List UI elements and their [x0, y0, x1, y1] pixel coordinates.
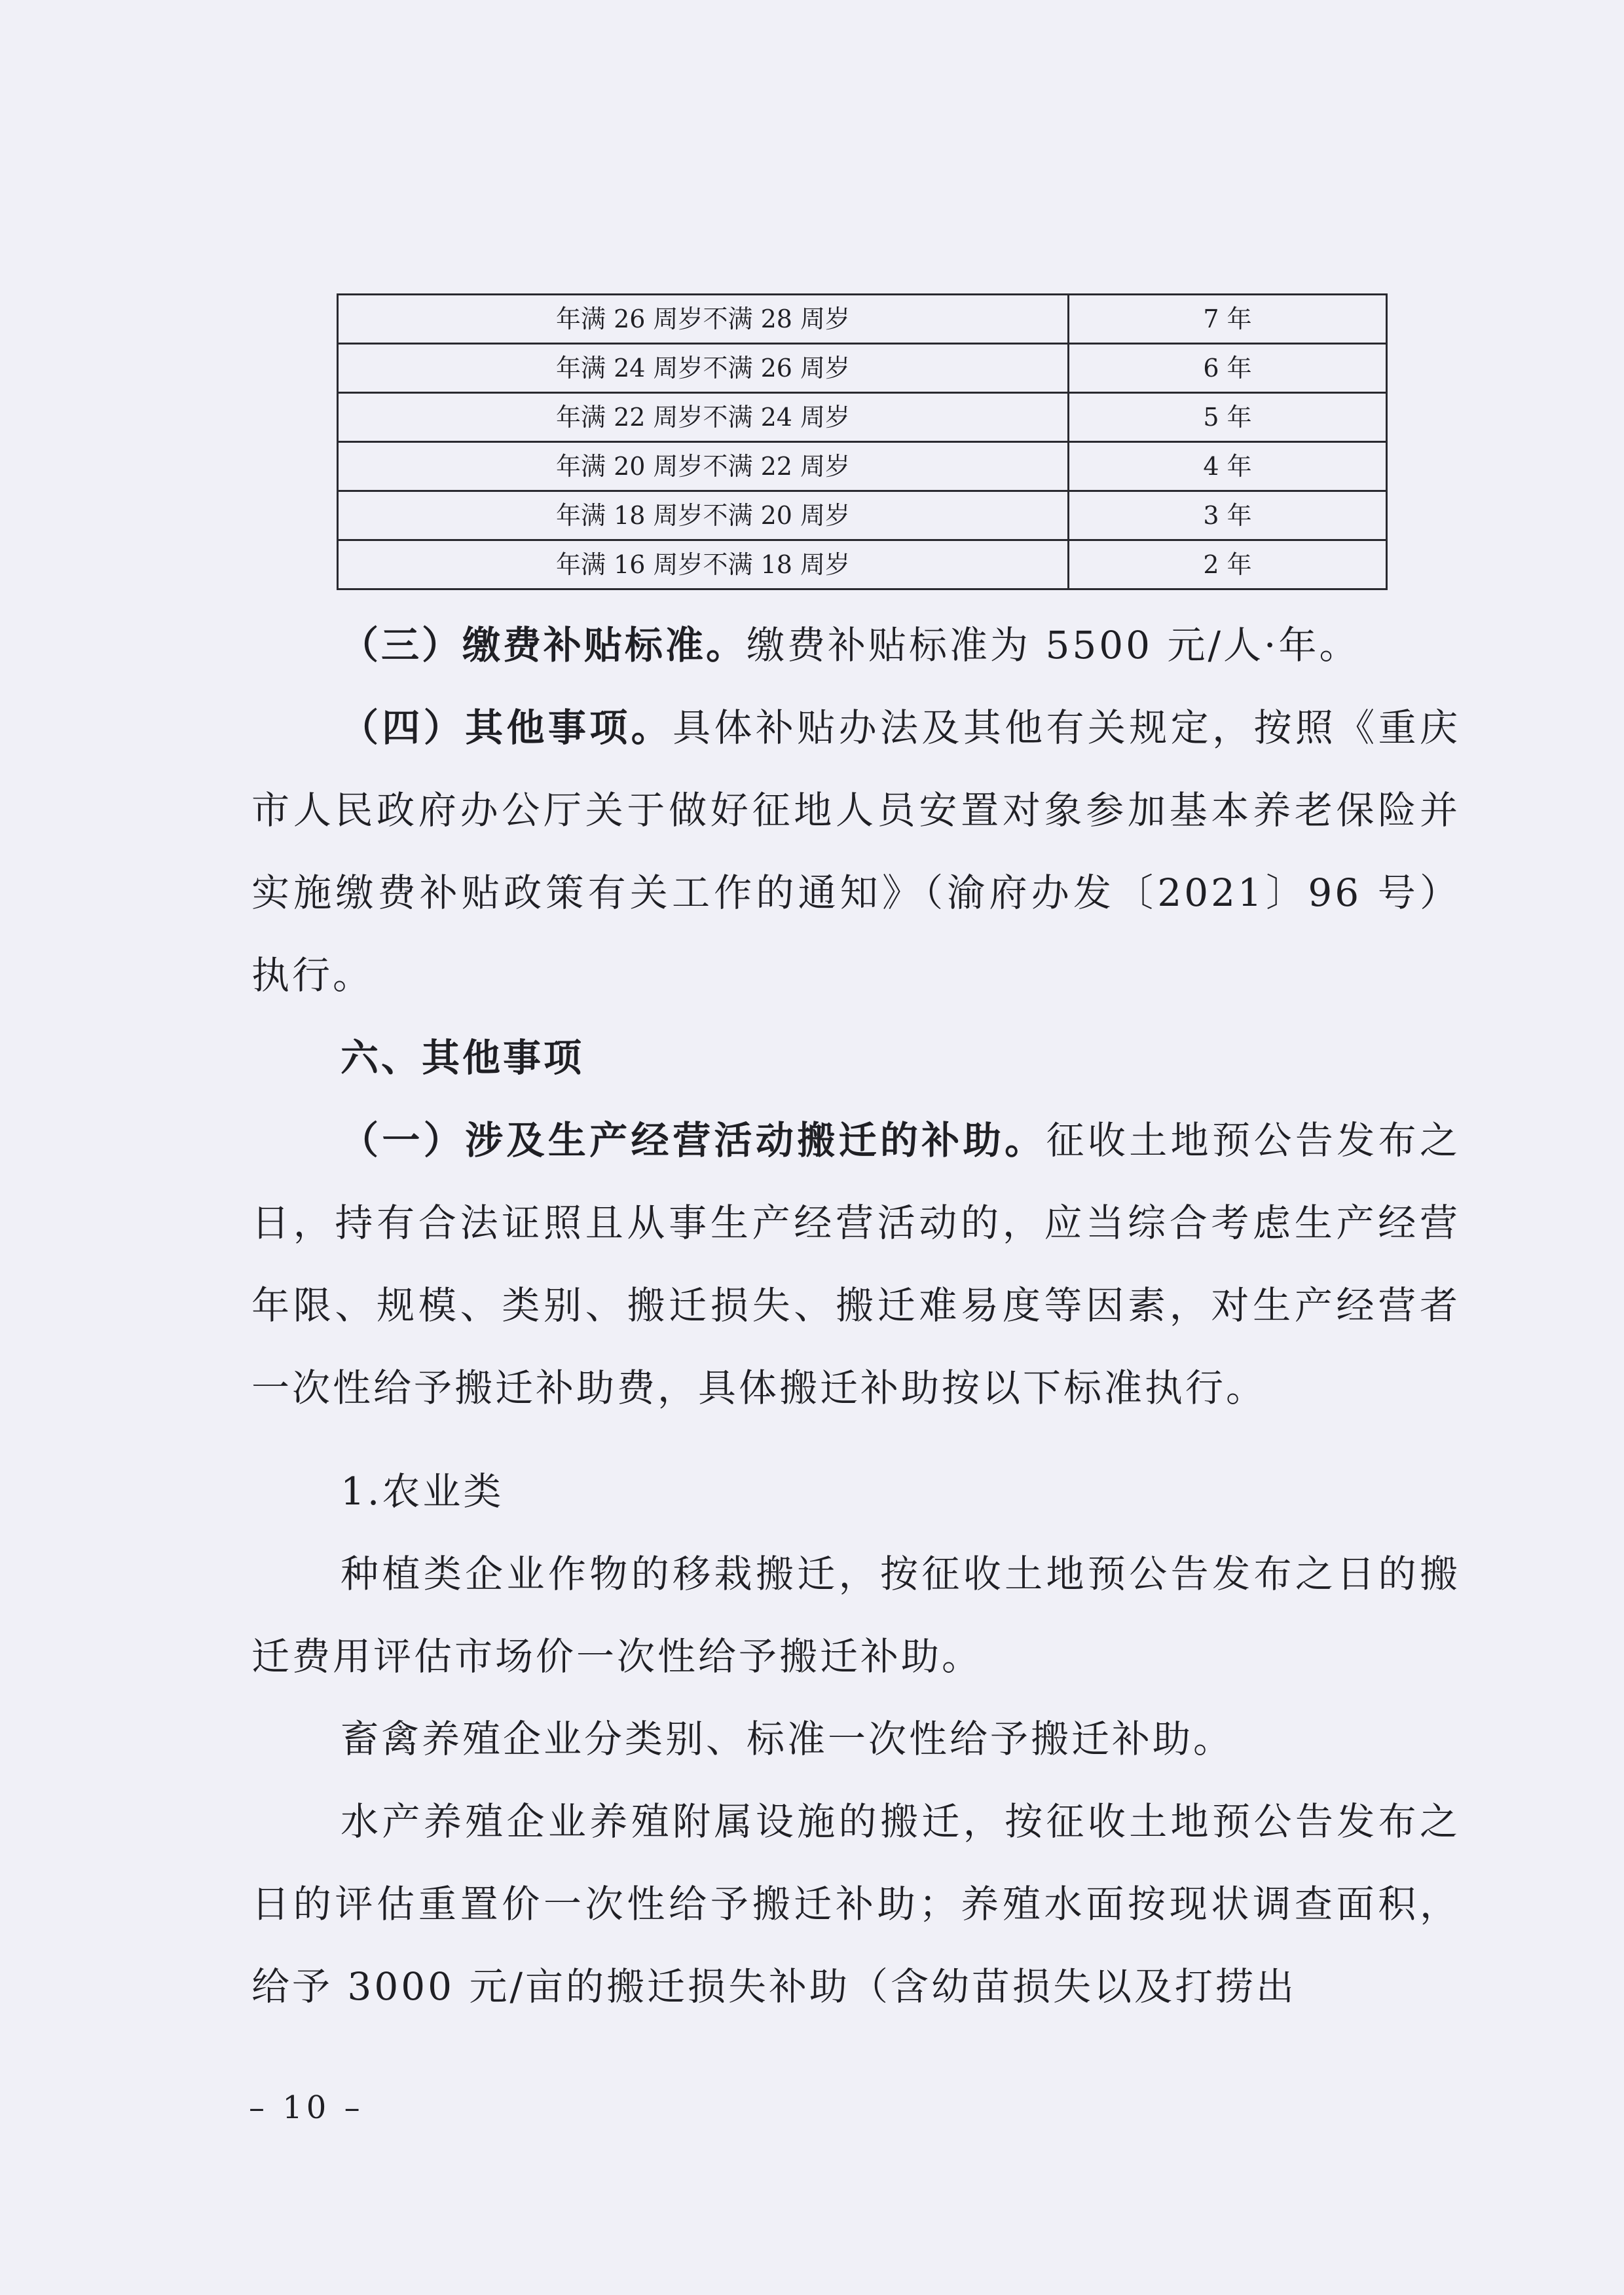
section-4-body: 具体补贴办法及其他有关规定，按照《重庆市人民政府办公厅关于做好征地人员安置对象参加基本养老保险并实施缴费补贴政策有关工作的通知》（渝府办发〔2021〕96 号）执行。 [251, 705, 1460, 998]
section-4-title: （四）其他事项。 [341, 705, 673, 750]
age-range-cell: 年满 24 周岁不满 26 周岁 [338, 344, 1069, 393]
item-1-heading: 1.农业类 [341, 1469, 504, 1514]
section-6-1-body: 征收土地预公告发布之日，持有合法证照且从事生产经营活动的，应当综合考虑生产经营年限、规模、类别、搬迁损失、搬迁难易度等因素，对生产经营者一次性给予搬迁补助费，具体搬迁补助按以下标准执行。 [251, 1118, 1460, 1410]
section-3-title: （三）缴费补贴标准。 [341, 623, 747, 667]
table-row [338, 295, 1387, 344]
years-cell: 7 年 [1069, 295, 1387, 344]
years-cell: 2 年 [1069, 540, 1387, 589]
age-range-cell: 年满 16 周岁不满 18 周岁 [338, 540, 1069, 589]
age-range-cell: 年满 26 周岁不满 28 周岁 [338, 295, 1069, 344]
table-row [338, 491, 1387, 540]
section-4-paragraph [251, 686, 1460, 1017]
table-row [338, 393, 1387, 442]
page-number: – 10 – [249, 2089, 364, 2126]
chapter-6-heading: 六、其他事项 [341, 1036, 585, 1080]
livestock-paragraph: 畜禽养殖企业分类别、标准一次性给予搬迁补助。 [341, 1717, 1234, 1761]
years-cell: 3 年 [1069, 491, 1387, 540]
table-row [338, 540, 1387, 589]
age-range-cell: 年满 18 周岁不满 20 周岁 [338, 491, 1069, 540]
body-text-continued [251, 1450, 1460, 2028]
age-subsidy-table [337, 293, 1388, 590]
section-3-paragraph [251, 604, 1460, 686]
section-6-1-paragraph [251, 1099, 1460, 1429]
body-text [251, 604, 1460, 1429]
years-cell: 4 年 [1069, 442, 1387, 491]
years-cell: 6 年 [1069, 344, 1387, 393]
age-range-cell: 年满 22 周岁不满 24 周岁 [338, 393, 1069, 442]
table-row [338, 344, 1387, 393]
planting-paragraph: 种植类企业作物的移栽搬迁，按征收土地预公告发布之日的搬迁费用评估市场价一次性给予搬迁补助。 [251, 1552, 1460, 1679]
aquaculture-paragraph: 水产养殖企业养殖附属设施的搬迁，按征收土地预公告发布之日的评估重置价一次性给予搬迁补助；养殖水面按现状调查面积，给予 3000 元/亩的搬迁损失补助（含幼苗损失以及打捞出 [251, 1799, 1460, 2009]
table-row [338, 442, 1387, 491]
section-3-body: 缴费补贴标准为 5500 元/人·年。 [747, 623, 1360, 667]
section-6-1-title: （一）涉及生产经营活动搬迁的补助。 [341, 1118, 1046, 1163]
years-cell: 5 年 [1069, 393, 1387, 442]
age-range-cell: 年满 20 周岁不满 22 周岁 [338, 442, 1069, 491]
